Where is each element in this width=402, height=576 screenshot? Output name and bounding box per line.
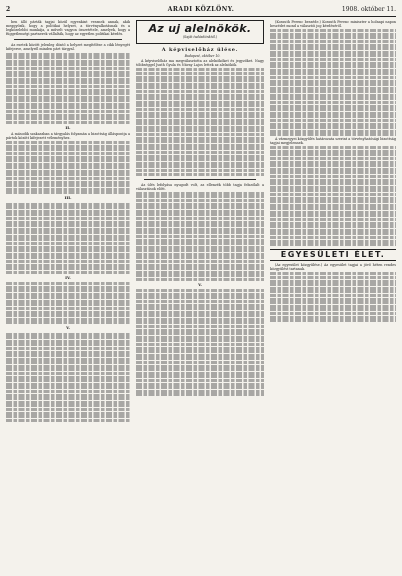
text-line: [6, 289, 130, 292]
text-line: [6, 203, 130, 206]
text-line: [136, 126, 264, 129]
text-line: [136, 253, 264, 256]
text-line: [136, 221, 264, 224]
text-line: [270, 243, 396, 246]
text-line: [136, 151, 264, 154]
text-line: [6, 314, 130, 317]
text-line: [6, 271, 130, 274]
section-heading: V.: [198, 282, 202, 288]
text-line: [270, 175, 396, 178]
text-line: [6, 343, 130, 346]
text-line: [6, 318, 130, 321]
paragraph: (Az egyesület közgyűlése.) Az egyesület tagjai a jövő héten rendes közgyűlést tartanak.: [270, 263, 396, 272]
text-line: [136, 246, 264, 249]
text-line: [6, 307, 130, 310]
text-line: [270, 214, 396, 217]
text-line: [136, 332, 264, 335]
text-line: [270, 101, 396, 104]
text-line: [136, 307, 264, 310]
paragraph: (Kossuth Ferenc beszéde.) Kossuth Ferenc miniszter a holnapi napon beszédet mond a választói jog kérdéséről.: [270, 20, 396, 29]
text-line: [136, 137, 264, 140]
text-line: [6, 224, 130, 227]
text-line: [270, 83, 396, 86]
text-line: [6, 221, 130, 224]
text-line: [136, 165, 264, 168]
paragraph: A vármegyei közgyűlés határozata szerint a törvényhatósági bizottság tagjai megjelennek.: [270, 137, 396, 146]
text-line: [136, 271, 264, 274]
page-number: 2: [6, 6, 11, 13]
text-line: [270, 298, 396, 301]
text-line: [6, 210, 130, 213]
text-line: [136, 357, 264, 360]
text-line: [270, 179, 396, 182]
text-line: [136, 336, 264, 339]
text-line: [6, 260, 130, 263]
text-line: [136, 393, 264, 396]
text-line: [6, 282, 130, 285]
divider: [144, 179, 256, 180]
text-line: [136, 68, 264, 71]
text-line: [136, 260, 264, 263]
text-line: [136, 210, 264, 213]
text-line: [270, 301, 396, 304]
text-line: [270, 189, 396, 192]
text-line: [136, 383, 264, 386]
text-line: [6, 242, 130, 245]
article-subhead: A képviselőház ülése.: [161, 47, 239, 54]
text-line: [270, 157, 396, 160]
newspaper-title: ARADI KÖZLÖNY.: [167, 6, 235, 13]
text-line: [270, 146, 396, 149]
text-line: [6, 159, 130, 162]
article-title: Az uj alelnökök.: [148, 22, 252, 35]
text-line: [136, 239, 264, 242]
text-line: [6, 238, 130, 241]
text-line: [136, 213, 264, 216]
text-line: [6, 78, 130, 81]
text-line: [6, 191, 130, 194]
text-line: [136, 147, 264, 150]
text-line: [6, 60, 130, 63]
text-line: [270, 76, 396, 79]
text-line: [6, 347, 130, 350]
text-line: [6, 53, 130, 56]
text-line: [270, 29, 396, 32]
text-line: [136, 199, 264, 202]
paragraph: A második szakaszban a tárgyalás folyamán a bizottság álláspontja a pártok között kifejezett véleményhez.: [6, 131, 130, 141]
text-line: [136, 115, 264, 118]
dateline: Budapest, október 10.: [184, 54, 221, 59]
text-line: [136, 97, 264, 100]
column-3: [270, 20, 396, 570]
text-line: [6, 256, 130, 259]
text-line: [6, 181, 130, 184]
text-line: [6, 81, 130, 84]
text-line: [6, 163, 130, 166]
text-line: [136, 162, 264, 165]
text-line: [136, 249, 264, 252]
text-line: [6, 415, 130, 418]
text-line: [6, 56, 130, 59]
text-line: [6, 264, 130, 267]
text-line: [270, 316, 396, 319]
text-line: [136, 231, 264, 234]
text-line: [6, 376, 130, 379]
text-line: [136, 169, 264, 172]
text-line: [270, 211, 396, 214]
text-line: [270, 294, 396, 297]
text-line: [270, 65, 396, 68]
paragraph: Az ülés lefolyása nyugodt volt, az ellenzék több tagja felszólalt a választások előtt.: [136, 182, 264, 191]
text-line: [136, 119, 264, 122]
text-line: [6, 96, 130, 99]
text-line: [6, 372, 130, 375]
text-line: [6, 228, 130, 231]
text-line: [136, 94, 264, 97]
text-line: [136, 311, 264, 314]
issue-date: 1908. október 11.: [341, 6, 396, 13]
text-line: [6, 246, 130, 249]
text-line: [6, 92, 130, 95]
text-line: [270, 186, 396, 189]
text-line: [136, 104, 264, 107]
text-line: [270, 272, 396, 275]
text-line: [136, 129, 264, 132]
text-line: [6, 383, 130, 386]
text-line: [136, 300, 264, 303]
text-line: [6, 397, 130, 400]
text-line: [6, 148, 130, 151]
text-line: [270, 108, 396, 111]
text-line: [136, 76, 264, 79]
text-line: [136, 386, 264, 389]
text-line: [136, 228, 264, 231]
text-line: [136, 354, 264, 357]
text-line: [270, 171, 396, 174]
paragraph: A képviselőház ma megválasztotta az alelnököket és jegyzőket. Nagy többséggel Justh Gyula és Návay Lajos lettek az alelnökök.: [136, 59, 264, 68]
text-line: [6, 401, 130, 404]
paragraph: ben álló párták tagjai közül egyenkint vesznek annak, akik meggyőzik, hogy a politikai helyzet, a törvényalkotásnak és a legközelebbi munkája, a művelt vagyon összetétele, amelyek, hogy a függetlenségi partnerek vállalták, hogy az egyetlen politikai kérdés.: [6, 20, 130, 37]
text-line: [270, 182, 396, 185]
text-line: [270, 168, 396, 171]
text-line: [136, 347, 264, 350]
text-line: [270, 161, 396, 164]
text-line: [270, 133, 396, 136]
text-line: [270, 123, 396, 126]
column-1: [6, 20, 130, 570]
text-line: [6, 103, 130, 106]
text-line: [270, 232, 396, 235]
text-line: [6, 206, 130, 209]
text-line: [136, 79, 264, 82]
text-line: [136, 155, 264, 158]
text-line: [6, 110, 130, 113]
text-line: [6, 152, 130, 155]
article-title-box: [136, 20, 264, 44]
text-line: [270, 58, 396, 61]
text-line: [270, 105, 396, 108]
text-line: [136, 350, 264, 353]
text-line: [270, 62, 396, 65]
text-line: [6, 311, 130, 314]
text-line: [136, 224, 264, 227]
text-line: [270, 69, 396, 72]
text-line: [270, 90, 396, 93]
text-line: [6, 235, 130, 238]
divider: [14, 39, 122, 40]
text-line: [6, 173, 130, 176]
text-line: [136, 361, 264, 364]
text-line: [270, 229, 396, 232]
text-line: [270, 150, 396, 153]
text-line: [270, 126, 396, 129]
text-line: [270, 80, 396, 83]
text-line: [136, 365, 264, 368]
text-line: [270, 40, 396, 43]
text-line: [6, 286, 130, 289]
text-line: [6, 213, 130, 216]
text-line: [270, 33, 396, 36]
text-line: [6, 379, 130, 382]
column-2: [136, 20, 264, 570]
text-line: [270, 193, 396, 196]
text-line: [136, 72, 264, 75]
text-line: [6, 145, 130, 148]
text-line: [6, 85, 130, 88]
text-line: [6, 296, 130, 299]
text-line: [136, 296, 264, 299]
text-line: [270, 240, 396, 243]
text-line: [270, 200, 396, 203]
text-line: [6, 267, 130, 270]
text-line: [6, 300, 130, 303]
text-line: [270, 51, 396, 54]
text-line: [136, 112, 264, 115]
text-line: [6, 184, 130, 187]
text-line: [6, 333, 130, 336]
text-line: [136, 256, 264, 259]
text-line: [136, 274, 264, 277]
text-line: [6, 99, 130, 102]
text-line: [136, 90, 264, 93]
text-line: [270, 204, 396, 207]
text-line: [136, 203, 264, 206]
text-line: [6, 106, 130, 109]
text-line: [6, 358, 130, 361]
page-header: [6, 4, 396, 17]
text-line: [270, 36, 396, 39]
text-line: [270, 44, 396, 47]
text-line: [136, 242, 264, 245]
text-line: [270, 87, 396, 90]
text-line: [270, 72, 396, 75]
text-line: [6, 303, 130, 306]
text-line: [6, 390, 130, 393]
text-line: [136, 192, 264, 195]
text-line: [136, 372, 264, 375]
section-title: EGYESÜLETI ÉLET.: [270, 249, 396, 261]
text-line: [136, 235, 264, 238]
text-line: [136, 195, 264, 198]
text-line: [270, 164, 396, 167]
text-line: [136, 329, 264, 332]
text-line: [6, 71, 130, 74]
text-line: [136, 267, 264, 270]
text-line: [136, 140, 264, 143]
text-line: [6, 121, 130, 124]
text-line: [6, 177, 130, 180]
text-line: [136, 321, 264, 324]
text-line: [270, 94, 396, 97]
text-line: [6, 293, 130, 296]
text-line: [270, 319, 396, 322]
text-line: [6, 170, 130, 173]
text-line: [136, 144, 264, 147]
text-line: [6, 188, 130, 191]
text-line: [6, 253, 130, 256]
text-line: [6, 74, 130, 77]
text-line: [136, 133, 264, 136]
text-line: [136, 173, 264, 176]
text-line: [6, 249, 130, 252]
text-line: [136, 314, 264, 317]
text-line: [6, 368, 130, 371]
section-heading: V.: [66, 325, 70, 331]
text-line: [270, 54, 396, 57]
text-line: [6, 340, 130, 343]
text-line: [6, 365, 130, 368]
text-line: [270, 119, 396, 122]
paragraph: Az esetek között jelenleg döntő a helyzet megítélése a cikk lényegét kifejezve, amelyről minden párt tárgyal.: [6, 43, 130, 52]
text-line: [6, 217, 130, 220]
text-line: [6, 63, 130, 66]
text-line: [136, 86, 264, 89]
text-line: [136, 293, 264, 296]
text-line: [270, 153, 396, 156]
text-line: [6, 408, 130, 411]
section-heading: II.: [65, 124, 71, 130]
text-line: [270, 97, 396, 100]
section-heading: III.: [64, 195, 72, 201]
text-line: [136, 206, 264, 209]
text-line: [136, 304, 264, 307]
text-line: [136, 379, 264, 382]
text-line: [136, 101, 264, 104]
text-line: [270, 236, 396, 239]
text-line: [136, 278, 264, 281]
text-line: [270, 115, 396, 118]
text-line: [6, 354, 130, 357]
text-line: [270, 287, 396, 290]
text-line: [6, 404, 130, 407]
text-line: [270, 130, 396, 133]
text-line: [270, 47, 396, 50]
text-line: [136, 318, 264, 321]
text-line: [136, 108, 264, 111]
text-line: [6, 321, 130, 324]
text-line: [270, 280, 396, 283]
text-line: [136, 390, 264, 393]
text-line: [270, 276, 396, 279]
text-line: [270, 290, 396, 293]
text-line: [6, 351, 130, 354]
article-byline: (Saját tudósítónktól.): [182, 35, 218, 39]
text-line: [6, 166, 130, 169]
text-line: [136, 83, 264, 86]
text-line: [6, 117, 130, 120]
section-heading: IV.: [65, 274, 71, 280]
text-line: [136, 325, 264, 328]
text-line: [270, 312, 396, 315]
text-line: [6, 336, 130, 339]
text-line: [270, 112, 396, 115]
text-line: [136, 122, 264, 125]
text-line: [6, 114, 130, 117]
text-line: [136, 339, 264, 342]
text-line: [6, 361, 130, 364]
text-line: [6, 141, 130, 144]
text-line: [136, 375, 264, 378]
text-line: [6, 67, 130, 70]
text-line: [270, 218, 396, 221]
text-line: [136, 289, 264, 292]
text-line: [136, 217, 264, 220]
text-line: [6, 419, 130, 422]
text-line: [270, 225, 396, 228]
text-line: [270, 283, 396, 286]
text-line: [136, 158, 264, 161]
text-line: [6, 89, 130, 92]
text-line: [270, 207, 396, 210]
text-line: [270, 197, 396, 200]
text-line: [136, 368, 264, 371]
text-line: [270, 222, 396, 225]
text-line: [6, 386, 130, 389]
text-line: [270, 308, 396, 311]
text-line: [136, 343, 264, 346]
text-line: [6, 412, 130, 415]
text-line: [270, 305, 396, 308]
text-line: [6, 394, 130, 397]
text-line: [6, 156, 130, 159]
text-line: [6, 231, 130, 234]
text-line: [136, 264, 264, 267]
